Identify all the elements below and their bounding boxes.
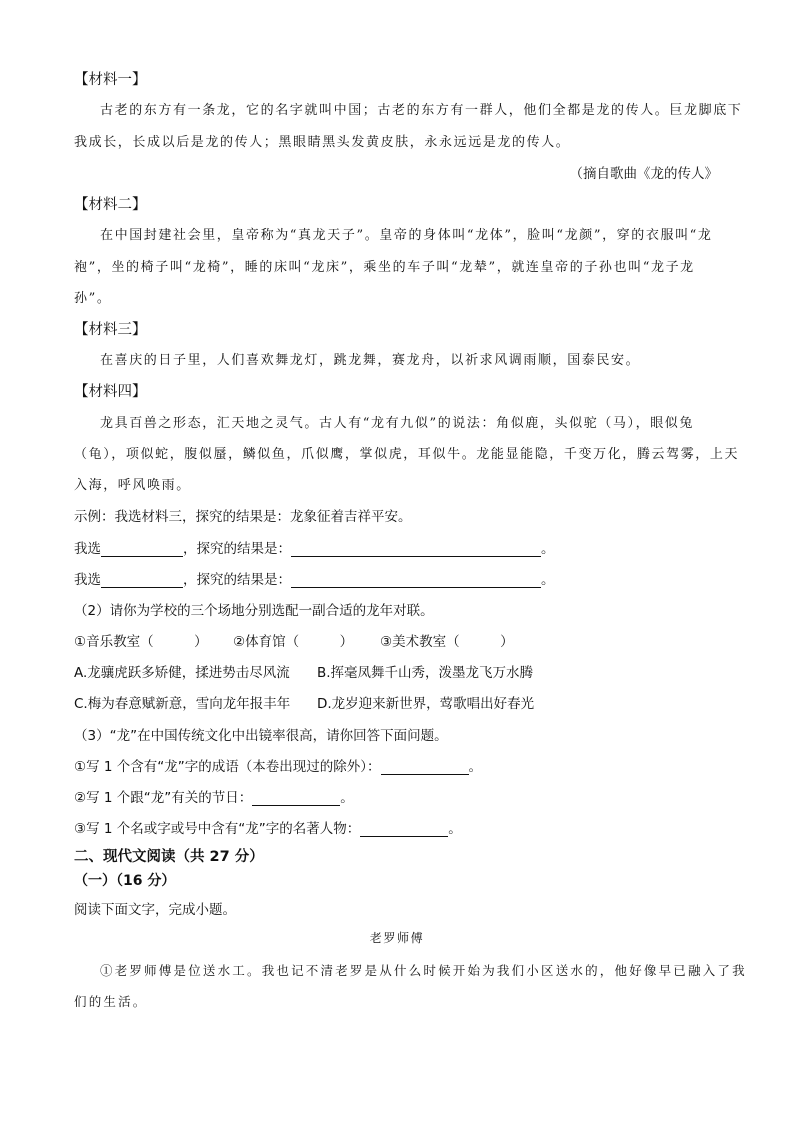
q3-item-1: ①写 1 个含有“龙”字的成语（本卷出现过的除外）： <box>74 759 381 775</box>
q1-example: 示例：我选材料三，探究的结果是：龙象征着吉祥平安。 <box>74 509 412 525</box>
q1-prefix: 我选 <box>74 541 101 557</box>
material-1-line-1: 古老的东方有一条龙，它的名字就叫中国；古老的东方有一群人，他们全都是龙的传人。巨龙脚底下 <box>100 103 743 118</box>
material-1-source: （摘自歌曲《龙的传人》 <box>569 166 718 182</box>
material-4-label: 【材料四】 <box>74 384 147 400</box>
q3-end: 。 <box>448 821 462 837</box>
q2-option-c: C.梅为春意赋新意，雪向龙年报丰年 <box>74 696 291 712</box>
q3-item-3-row <box>74 817 462 837</box>
character-answer-blank[interactable] <box>360 822 448 837</box>
q1-answer-row-1 <box>74 537 555 557</box>
q1-middle: ，探究的结果是： <box>183 572 291 588</box>
q2-slot-music-room[interactable]: ①音乐教室（ ） <box>74 634 208 650</box>
q3-item-3: ③写 1 个名或字或号中含有“龙”字的名著人物： <box>74 821 361 837</box>
q2-option-d: D.龙岁迎来新世界，莺歌唱出好春光 <box>317 696 535 712</box>
q3-end: 。 <box>468 759 483 775</box>
material-3-label: 【材料三】 <box>74 322 147 338</box>
q1-suffix: 。 <box>541 541 555 557</box>
q3-item-1-row <box>74 755 482 775</box>
q2-option-a: A.龙骧虎跃多矫健，揉进势击尽风流 <box>74 665 290 681</box>
section-2-subtitle: （一）（16 分） <box>74 873 176 889</box>
material-2-line-1: 在中国封建社会里，皇帝称为“真龙天子”。皇帝的身体叫“龙体”，脸叫“龙颜”，穿的衣服叫“龙 <box>100 228 713 243</box>
idiom-answer-blank[interactable] <box>381 760 469 775</box>
q3-item-2: ②写 1 个跟“龙”有关的节日： <box>74 790 253 806</box>
section-2-instruction: 阅读下面文字，完成小题。 <box>74 902 236 918</box>
article-title: 老罗师傅 <box>369 931 425 945</box>
q1-answer-row-2 <box>74 568 555 588</box>
material-4-line-2: （龟），项似蛇，腹似蜃，鳞似鱼，爪似鹰，掌似虎，耳似牛。龙能显能隐，千变万化，腾云驾雾，上天 <box>74 447 740 462</box>
q1-prefix: 我选 <box>74 572 101 588</box>
q2-slot-art-room[interactable]: ③美术教室（ ） <box>380 634 514 650</box>
material-3-line-1: 在喜庆的日子里，人们喜欢舞龙灯，跳龙舞，赛龙舟，以祈求风调雨顺，国泰民安。 <box>100 353 641 368</box>
q2-option-b: B.挥毫凤舞千山秀，泼墨龙飞万水腾 <box>317 665 534 681</box>
material-2-label: 【材料二】 <box>74 197 147 213</box>
q3-end: 。 <box>340 790 354 806</box>
material-4-line-3: 入海，呼风唤雨。 <box>74 478 191 493</box>
material-4-line-1: 龙具百兽之形态，汇天地之灵气。古人有“龙有九似”的说法：角似鹿，头似驼（马），眼似兔 <box>100 416 694 431</box>
q2-slot-gym[interactable]: ②体育馆（ ） <box>233 634 354 650</box>
q3-item-2-row <box>74 786 354 806</box>
article-paragraph-1-line-2: 们的生活。 <box>74 994 148 1009</box>
result-answer-blank[interactable] <box>291 573 541 588</box>
q1-middle: ，探究的结果是： <box>183 541 291 557</box>
q2-prompt: （2）请你为学校的三个场地分别选配一副合适的龙年对联。 <box>74 603 434 619</box>
result-answer-blank[interactable] <box>291 542 541 557</box>
material-2-line-2: 袍”，坐的椅子叫“龙椅”，睡的床叫“龙床”，乘坐的车子叫“龙辇”，就连皇帝的子孙也叫“龙子龙 <box>74 260 695 275</box>
material-choice-blank[interactable] <box>101 573 183 588</box>
material-1-label: 【材料一】 <box>74 72 147 88</box>
material-1-line-2: 我成长，长成以后是龙的传人；黑眼睛黑头发黄皮肤，永永远远是龙的传人。 <box>74 135 571 150</box>
festival-answer-blank[interactable] <box>252 791 340 806</box>
q3-prompt: （3）“龙”在中国传统文化中出镜率很高，请你回答下面问题。 <box>74 728 448 744</box>
article-paragraph-1-line-1: ①老罗师傅是位送水工。我也记不清老罗是从什么时候开始为我们小区送水的，他好像早已融入了我 <box>100 963 747 978</box>
q1-suffix: 。 <box>541 572 555 588</box>
material-2-line-3: 孙”。 <box>74 291 112 306</box>
section-2-title: 二、现代文阅读（共 27 分） <box>74 849 264 865</box>
material-choice-blank[interactable] <box>101 542 183 557</box>
